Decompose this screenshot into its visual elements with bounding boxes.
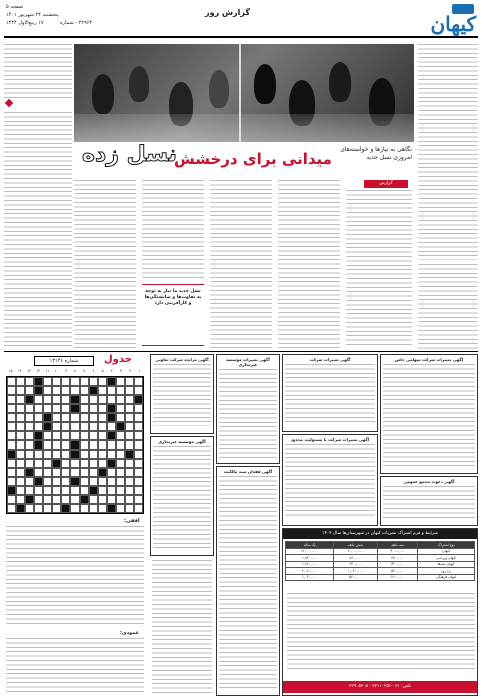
crossword-cell [52, 504, 61, 513]
crossword-cell [125, 377, 134, 386]
crossword-cell [7, 413, 16, 422]
crossword-cell [116, 386, 125, 395]
crossword-cell [70, 459, 79, 468]
crossword-cell [61, 459, 70, 468]
crossword-cell [7, 422, 16, 431]
headline-block [74, 144, 414, 178]
across-label: افقی: [124, 518, 140, 524]
crossword-cell [80, 431, 89, 440]
crossword-cell [25, 404, 34, 413]
crossword-cell [61, 477, 70, 486]
crossword-cell [34, 404, 43, 413]
crossword-cell [7, 377, 16, 386]
crossword-cell [16, 404, 25, 413]
crossword-cell [125, 450, 134, 459]
crossword-cell [70, 431, 79, 440]
crossword-cell [107, 486, 116, 495]
crossword-cell [16, 431, 25, 440]
logo [410, 4, 476, 38]
crossword-cell [125, 468, 134, 477]
crossword-cell [52, 459, 61, 468]
crossword-cell [125, 395, 134, 404]
crossword-cell [80, 413, 89, 422]
column-numbers: ۱۵ ۱۴ ۱۳ ۱۲ ۱۱ ۱۰ ۹ ۸ ۷ ۶ ۵ ۴ ۳ ۲ ۱ [8, 369, 141, 373]
crossword-cell [134, 450, 143, 459]
crossword-cell [7, 495, 16, 504]
crossword-cell [70, 422, 79, 431]
crossword-cell [89, 377, 98, 386]
crossword-cell [107, 377, 116, 386]
crossword-cell [43, 486, 52, 495]
crossword-cell [16, 450, 25, 459]
crossword-cell [80, 450, 89, 459]
crossword-cell [25, 386, 34, 395]
crossword-cell [16, 504, 25, 513]
crossword-cell [34, 486, 43, 495]
crossword-cell [7, 395, 16, 404]
crossword-cell [43, 459, 52, 468]
crossword-cell [43, 450, 52, 459]
crossword-cell [7, 450, 16, 459]
crossword-cell [61, 413, 70, 422]
crossword-cell [43, 440, 52, 449]
crossword-cell [25, 440, 34, 449]
crossword-cell [43, 468, 52, 477]
crossword-cell [25, 486, 34, 495]
side-column-right [418, 264, 478, 350]
crossword-cell [134, 486, 143, 495]
crossword-cell [52, 468, 61, 477]
ad-title: آگهی تغییرات شرکت سهامی خاص [394, 357, 464, 362]
crossword-cell [25, 468, 34, 477]
crossword-cell [25, 422, 34, 431]
crossword-cell [134, 413, 143, 422]
bullet-icon [5, 99, 13, 107]
crossword-cell [61, 377, 70, 386]
crossword-cell [98, 504, 107, 513]
pull-quote [142, 284, 204, 346]
crossword-cell [134, 422, 143, 431]
crossword-cell [134, 495, 143, 504]
crossword-cell [89, 450, 98, 459]
crossword-cell [43, 404, 52, 413]
crossword-cell [107, 504, 116, 513]
crossword-cell [52, 395, 61, 404]
crossword-cell [134, 377, 143, 386]
crossword-cell [134, 404, 143, 413]
subscription-table [285, 541, 475, 581]
crossword-cell [98, 486, 107, 495]
crossword-cell [125, 459, 134, 468]
crossword-cell [25, 477, 34, 486]
puzzle-title: جدول [104, 354, 132, 365]
ad-title: آگهی تغییرات شرکت با مسئولیت محدود [290, 437, 370, 442]
crossword-cell [125, 477, 134, 486]
crossword-cell [7, 404, 16, 413]
crossword-cell [52, 477, 61, 486]
crossword-cell [61, 386, 70, 395]
crossword-cell [80, 377, 89, 386]
crossword-cell [70, 440, 79, 449]
table-row: کیهان بچه‌ها ۳۲۰,۰۰۰ ۶۴۰,۰۰۰ ۱,۲۸۰,۰۰۰ [286, 561, 475, 568]
section-title: گزارش روز [205, 8, 250, 17]
crossword-cell [16, 495, 25, 504]
ad-box [282, 434, 378, 526]
crossword-cell [7, 386, 16, 395]
crossword-cell [134, 440, 143, 449]
lead-badge: گزارش [364, 180, 408, 188]
puzzle-number: شماره ۱۳۱۴۶ [34, 356, 94, 366]
issue-number: ۲۲۹۶۴ - شماره [60, 20, 93, 26]
crossword-cell [89, 431, 98, 440]
crossword-cell [70, 386, 79, 395]
crossword-cell [125, 431, 134, 440]
intro-column [4, 44, 72, 108]
crossword-cell [125, 440, 134, 449]
crossword-cell [116, 440, 125, 449]
crossword-cell [98, 386, 107, 395]
crossword-cell [34, 459, 43, 468]
crossword-cell [52, 486, 61, 495]
crossword-cell [70, 477, 79, 486]
crossword-cell [25, 395, 34, 404]
crossword-cell [89, 504, 98, 513]
crossword-cell [34, 468, 43, 477]
crossword-cell [52, 386, 61, 395]
crossword-cell [125, 504, 134, 513]
subscription-contact: تلفن: ۰۲۱-۳۳۱۱۰۲۵۱ - ۳۳۹۰۵۳۰۵ [283, 681, 477, 693]
crossword-cell [89, 459, 98, 468]
ad-title: آگهی مزایده شرکت تعاونی [155, 357, 209, 362]
crossword-cell [125, 413, 134, 422]
crossword-cell [43, 477, 52, 486]
crossword-cell [7, 431, 16, 440]
crossword-cell [134, 477, 143, 486]
crossword-cell [98, 477, 107, 486]
crossword-cell [52, 450, 61, 459]
headline: میدانی برای درخشش [174, 150, 332, 168]
crossword-cell [134, 386, 143, 395]
crossword-cell [98, 450, 107, 459]
crossword-cell [116, 431, 125, 440]
crossword-cell [34, 431, 43, 440]
crossword-cell [125, 422, 134, 431]
crossword-cell [61, 440, 70, 449]
crossword-cell [25, 495, 34, 504]
ad-box [216, 466, 280, 696]
crossword-cell [34, 422, 43, 431]
ad-box [282, 354, 378, 432]
crossword-cell [98, 468, 107, 477]
crossword-cell [25, 377, 34, 386]
crossword-cell [98, 440, 107, 449]
crossword-cell [116, 477, 125, 486]
crossword-cell [16, 386, 25, 395]
crossword-cell [61, 422, 70, 431]
crossword-cell [61, 395, 70, 404]
headline-big: نسل زده [82, 142, 177, 167]
crossword-cell [89, 395, 98, 404]
crossword-cell [70, 486, 79, 495]
crossword-cell [80, 468, 89, 477]
crossword-cell [89, 486, 98, 495]
crossword-cell [89, 477, 98, 486]
crossword-cell [107, 413, 116, 422]
crossword-section [4, 354, 146, 696]
section-divider [4, 351, 478, 352]
crossword-cell [80, 395, 89, 404]
crossword-cell [80, 440, 89, 449]
table-row: زن روز ۵۲۰,۰۰۰ ۱,۰۴۰,۰۰۰ ۲,۰۸۰,۰۰۰ [286, 568, 475, 575]
crossword-cell [89, 468, 98, 477]
table-row: کیهان فرهنگی ۲۶۰,۰۰۰ ۵۲۰,۰۰۰ ۱,۰۴۰,۰۰۰ [286, 574, 475, 581]
crossword-cell [34, 477, 43, 486]
page-number: صفحه ۵ [6, 4, 23, 10]
crossword-cell [80, 404, 89, 413]
quote-text: نسل جدید ما نیاز به توجه به تفاوت‌ها و شایستگی‌ها و کارآفرینی دارد [144, 289, 202, 306]
right-column-text [418, 44, 478, 260]
crossword-cell [43, 504, 52, 513]
crossword-cell [70, 413, 79, 422]
crossword-cell [107, 404, 116, 413]
crossword-cell [43, 413, 52, 422]
crossword-cell [70, 468, 79, 477]
crossword-cell [80, 386, 89, 395]
crossword-cell [43, 495, 52, 504]
crossword-cell [116, 495, 125, 504]
crossword-cell [52, 495, 61, 504]
masthead-rule [4, 36, 478, 38]
crossword-cell [25, 450, 34, 459]
crossword-cell [34, 413, 43, 422]
crossword-cell [116, 377, 125, 386]
crossword-cell [107, 440, 116, 449]
ad-box [150, 436, 214, 556]
crossword-cell [7, 468, 16, 477]
crossword-cell [43, 386, 52, 395]
crossword-cell [52, 440, 61, 449]
crossword-cell [61, 431, 70, 440]
crossword-cell [43, 377, 52, 386]
masthead [0, 0, 482, 44]
crossword-cell [61, 504, 70, 513]
crossword-cell [134, 468, 143, 477]
crossword-cell [116, 395, 125, 404]
crossword-cell [134, 504, 143, 513]
down-clues [6, 638, 144, 694]
ad-title: آگهی تغییرات شرکت [309, 357, 351, 362]
crossword-cell [134, 431, 143, 440]
crossword-cell [116, 504, 125, 513]
crossword-cell [116, 486, 125, 495]
crossword-cell [80, 504, 89, 513]
crossword-cell [25, 504, 34, 513]
crossword-cell [7, 486, 16, 495]
crossword-cell [61, 486, 70, 495]
date-persian: پنجشنبه ۲۴ شهریور ۱۴۰۱ [6, 12, 59, 18]
crossword-cell [89, 422, 98, 431]
crossword-cell [80, 486, 89, 495]
crossword-cell [34, 440, 43, 449]
crossword-cell [34, 377, 43, 386]
crossword-cell [125, 404, 134, 413]
crossword-cell [70, 395, 79, 404]
crossword-cell [43, 395, 52, 404]
crossword-cell [7, 504, 16, 513]
ad-box [216, 354, 280, 464]
crossword-cell [16, 395, 25, 404]
crossword-cell [70, 377, 79, 386]
table-row: کیهان ورزشی ۴۳۰,۰۰۰ ۸۶۰,۰۰۰ ۱,۷۲۰,۰۰۰ [286, 555, 475, 562]
crossword-cell [107, 395, 116, 404]
across-clues [6, 526, 144, 626]
crossword-cell [61, 404, 70, 413]
crossword-cell [107, 450, 116, 459]
crossword-cell [89, 495, 98, 504]
crossword-cell [134, 395, 143, 404]
crossword-header [4, 354, 146, 368]
crossword-cell [107, 422, 116, 431]
crossword-cell [34, 450, 43, 459]
crossword-cell [98, 431, 107, 440]
ad-title: آگهی موسسه غیرتجاری [158, 439, 206, 444]
crossword-cell [34, 395, 43, 404]
crossword-cell [52, 422, 61, 431]
crossword-cell [125, 386, 134, 395]
crossword-cell [7, 459, 16, 468]
crossword-cell [16, 377, 25, 386]
subscription-title: شرایط و فرم اشتراک نشریات کیهان در شهرستان‌ها سال ۱۴۰۴ [283, 529, 477, 539]
crossword-cell [52, 377, 61, 386]
crossword-cell [80, 477, 89, 486]
crossword-cell [80, 495, 89, 504]
down-label: عمودی: [120, 630, 140, 636]
crossword-cell [116, 404, 125, 413]
crossword-cell [43, 431, 52, 440]
crossword-cell [89, 413, 98, 422]
ad-title: آگهی تغییرات موسسه غیرتجاری [226, 357, 270, 367]
crossword-cell [89, 386, 98, 395]
crossword-cell [70, 404, 79, 413]
table-header-row: نوع اشتراک سه ماهه شش ماهه یک ساله [286, 542, 475, 549]
ad-box [380, 476, 478, 526]
crossword-cell [116, 468, 125, 477]
crossword-cell [80, 422, 89, 431]
crossword-cell [98, 413, 107, 422]
crossword-cell [125, 495, 134, 504]
subscription-form [282, 528, 478, 696]
crossword-cell [116, 422, 125, 431]
crossword-cell [52, 404, 61, 413]
crossword-cell [16, 468, 25, 477]
crossword-cell [25, 431, 34, 440]
date-hijri: ۱۷ ربیع‌الاول ۱۴۴۴ [6, 20, 44, 26]
ad-column-text [152, 560, 212, 694]
crossword-cell [61, 468, 70, 477]
crossword-cell [7, 440, 16, 449]
crossword-cell [52, 413, 61, 422]
crossword-cell [61, 495, 70, 504]
crossword-cell [89, 404, 98, 413]
crossword-cell [25, 459, 34, 468]
crossword-cell [107, 468, 116, 477]
crossword-cell [98, 404, 107, 413]
crossword-cell [116, 450, 125, 459]
lead-body [74, 180, 414, 350]
ad-title: آگهی دعوت مجمع عمومی [403, 479, 455, 484]
crossword-cell [98, 377, 107, 386]
crossword-cell [98, 495, 107, 504]
crossword-cell [98, 395, 107, 404]
ad-box [380, 354, 478, 474]
logo-wordmark: کیهان [430, 12, 476, 36]
crossword-cell [16, 459, 25, 468]
crossword-cell [116, 459, 125, 468]
crossword-cell [7, 477, 16, 486]
crossword-cell [107, 477, 116, 486]
crossword-cell [34, 504, 43, 513]
kicker: نگاهی به نیازها و خواسته‌های امروزی نسل جدید [340, 146, 412, 161]
subscription-fields [287, 593, 475, 671]
crossword-cell [16, 440, 25, 449]
crossword-grid [6, 376, 144, 514]
exam-hall-photo [74, 44, 414, 142]
crossword-cell [107, 459, 116, 468]
crossword-cell [61, 450, 70, 459]
side-column-left [4, 112, 72, 348]
ad-title: آگهی فقدان سند مالکیت [223, 469, 273, 474]
crossword-cell [34, 495, 43, 504]
table-row: کیهان ۳۰۰۰,۰۰۰ ۶,۰۰۰,۰۰۰ ۱۲,۰۰۰,۰۰۰ [286, 548, 475, 555]
ad-box [150, 354, 214, 434]
crossword-cell [125, 486, 134, 495]
crossword-cell [52, 431, 61, 440]
crossword-cell [116, 413, 125, 422]
crossword-cell [16, 422, 25, 431]
crossword-cell [98, 459, 107, 468]
crossword-cell [16, 413, 25, 422]
crossword-cell [107, 431, 116, 440]
crossword-cell [98, 422, 107, 431]
crossword-cell [134, 459, 143, 468]
crossword-cell [89, 440, 98, 449]
crossword-cell [43, 422, 52, 431]
crossword-cell [16, 477, 25, 486]
crossword-cell [16, 486, 25, 495]
crossword-cell [80, 459, 89, 468]
crossword-cell [107, 495, 116, 504]
crossword-cell [70, 495, 79, 504]
crossword-cell [70, 450, 79, 459]
crossword-cell [70, 504, 79, 513]
crossword-cell [25, 413, 34, 422]
crossword-cell [34, 386, 43, 395]
crossword-cell [107, 386, 116, 395]
